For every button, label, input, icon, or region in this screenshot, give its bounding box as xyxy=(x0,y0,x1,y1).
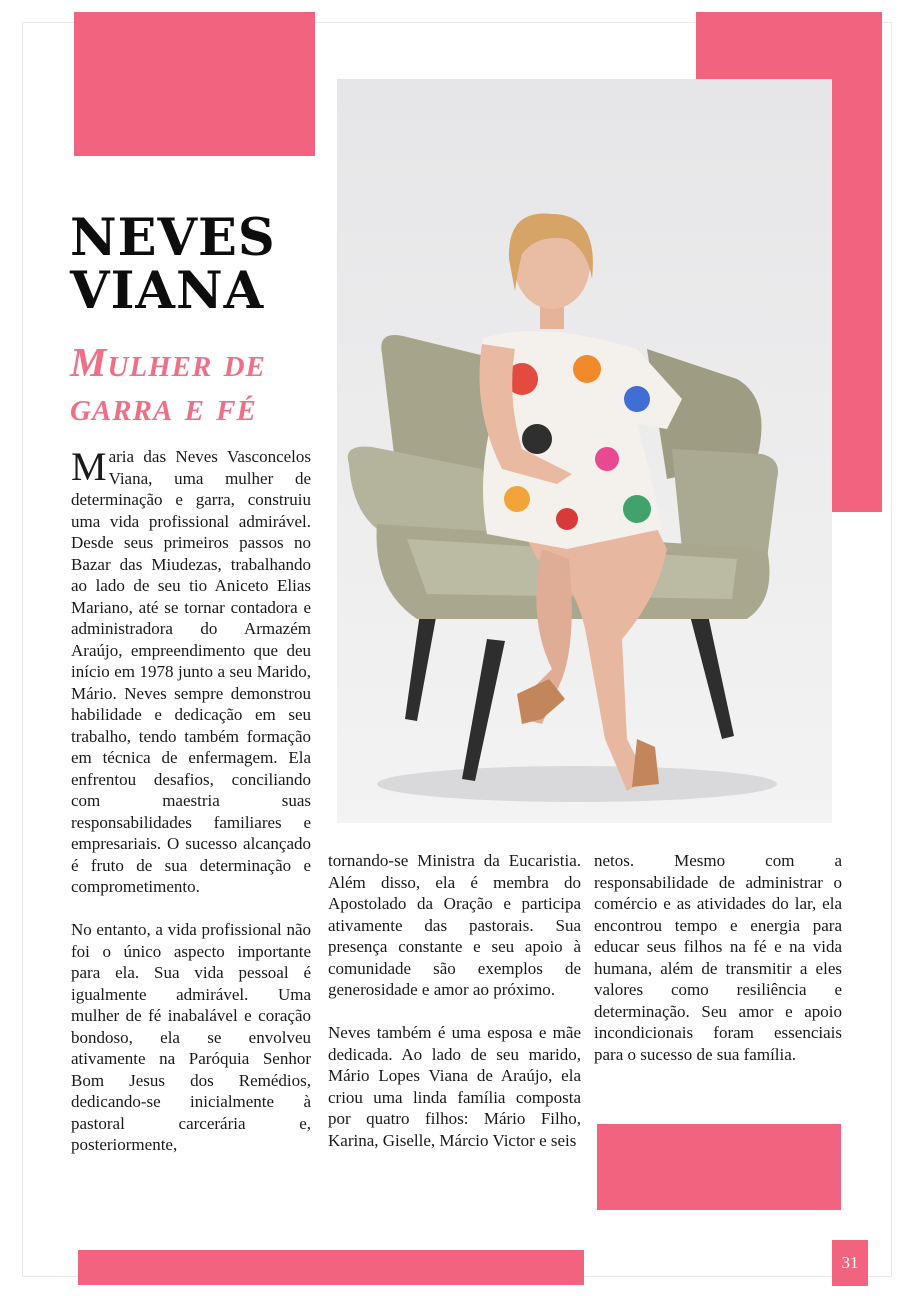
decorative-block-bottom-right xyxy=(597,1124,841,1210)
title-line-2: VIANA xyxy=(70,261,265,321)
paragraph-text: aria das Neves Vasconcelos Viana, uma mulher de determinação e garra, construiu uma vida profissional admirável. Desde seus primeiros passos no Bazar das Miudezas, trabalhando ao lado de seu tio Aniceto Elias Mariano, até se tornar contadora e administradora do Armazém Araújo, empreendimento que deu início em 1978 junto a seu Marido, Mário. Neves sempre demonstrou habilidade e dedicação em seu trabalho, tendo também formação em técnica de enfermagem. Ela enfrentou desafios, conciliando com maestria suas responsabilidades familiares e empresariais. O sucesso alcançado é fruto de sua determinação e comprometimento. xyxy=(71,447,311,896)
title-line-1: NEVES xyxy=(70,208,276,268)
article-subtitle xyxy=(70,340,320,428)
drop-cap: M xyxy=(71,444,107,489)
paragraph: Neves também é uma esposa e mãe dedicada. Ao lado de seu marido, Mário Lopes Viana de Araújo, ela criou uma linda família composta por quatro filhos: Mário Filho, Karina, Giselle, Márcio Victor e seis xyxy=(328,1023,581,1150)
paragraph xyxy=(71,446,311,898)
subtitle-line-1: Mulher de xyxy=(70,339,266,385)
article-column-1 xyxy=(71,446,311,1177)
article-column-3 xyxy=(594,850,842,1087)
portrait-illustration xyxy=(337,79,832,823)
subtitle-line-2: garra e fé xyxy=(70,383,257,429)
portrait-photo xyxy=(337,79,832,823)
article-title xyxy=(70,208,330,321)
article-column-2 xyxy=(328,850,581,1173)
paragraph: No entanto, a vida profissional não foi o único aspecto importante para ela. Sua vida pessoal é igualmente admirável. Uma mulher de fé inabalável e coração bondoso, ela se envolveu ativamente na Paróquia Senhor Bom Jesus dos Remédios, dedicando-se inicialmente à pastoral carcerária e, posteriormente, xyxy=(71,920,311,1154)
footer-bar xyxy=(78,1250,584,1285)
paragraph: netos. Mesmo com a responsabilidade de administrar o comércio e as atividades do lar, ela encontrou tempo e energia para educar seus filhos na fé e na vida humana, além de transmitir a eles valores como resiliência e determinação. Seu amor e apoio incondicionais foram essenciais para o sucesso de sua família. xyxy=(594,851,842,1064)
page-number: 31 xyxy=(832,1240,868,1286)
paragraph: tornando-se Ministra da Eucaristia. Além disso, ela é membra do Apostolado da Oração e participa ativamente das pastorais. Sua presença constante e seu apoio à comunidade são exemplos de generosidade e amor ao próximo. xyxy=(328,851,581,999)
decorative-block-top-left xyxy=(74,12,315,156)
